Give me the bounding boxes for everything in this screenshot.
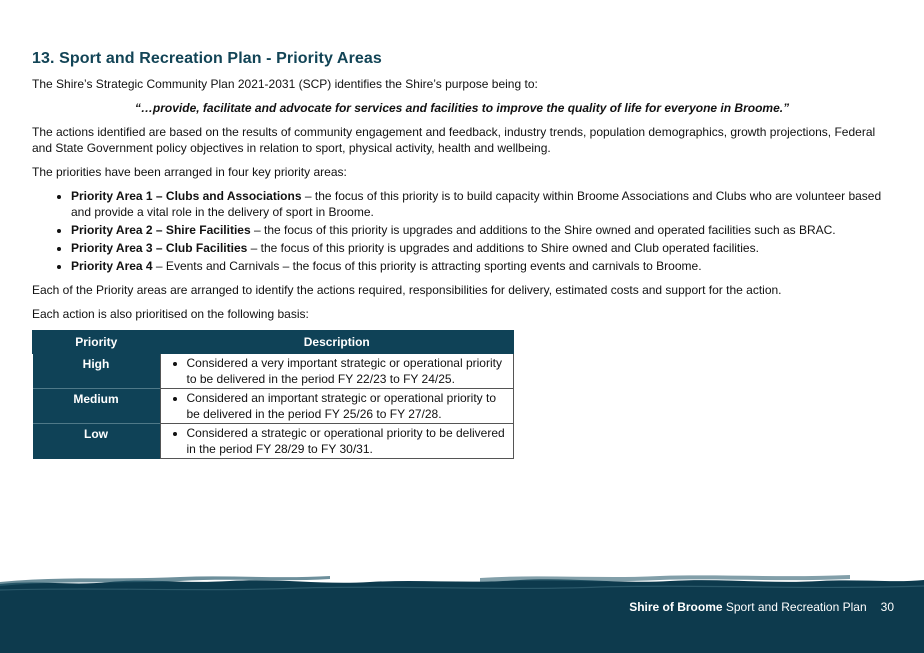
priority-area-item bbox=[71, 258, 892, 274]
priority-area-text: – the focus of this priority is to build capacity within Broome Associations and Clubs who are volunteer based and provide a vital role in the delivery of sport in Broome. bbox=[71, 189, 882, 219]
footer-doc-title: Sport and Recreation Plan bbox=[722, 600, 867, 614]
table-row bbox=[33, 424, 514, 459]
priority-area-title: Priority Area 3 – Club Facilities bbox=[71, 241, 248, 255]
priority-table bbox=[32, 330, 514, 459]
priority-area-item bbox=[71, 240, 892, 256]
document-page bbox=[32, 50, 892, 459]
priority-area-text: – the focus of this priority is upgrades and additions to Shire owned and Club operated facilities. bbox=[247, 241, 759, 255]
column-header-description: Description bbox=[160, 331, 514, 354]
section-heading: 13. Sport and Recreation Plan - Priority Areas bbox=[32, 50, 382, 67]
footer-caption bbox=[629, 600, 894, 614]
description-text: • Considered a strategic or operational priority to be delivered in the period FY 28/29 to FY 30/31. bbox=[187, 425, 508, 457]
priority-area-item bbox=[71, 188, 892, 220]
priority-area-title: Priority Area 2 – Shire Facilities bbox=[71, 223, 251, 237]
priority-area-text: – Events and Carnivals – the focus of this priority is attracting sporting events and carnivals to Broome. bbox=[152, 259, 702, 273]
each-area-paragraph: Each of the Priority areas are arranged to identify the actions required, responsibilities for delivery, estimated costs and support for the action. bbox=[32, 283, 782, 297]
priority-area-text: – the focus of this priority is upgrades and additions to the Shire owned and operated facilities such as BRAC. bbox=[250, 223, 836, 237]
priority-area-item bbox=[71, 222, 892, 238]
intro-paragraph: The Shire’s Strategic Community Plan 2021-2031 (SCP) identifies the Shire’s purpose being to: bbox=[32, 77, 538, 91]
description-text: • Considered an important strategic or operational priority to be delivered in the period FY 25/26 to FY 27/28. bbox=[187, 390, 508, 422]
table-header-row bbox=[33, 331, 514, 354]
description-cell bbox=[160, 354, 514, 389]
priority-area-title: Priority Area 1 – Clubs and Associations bbox=[71, 189, 302, 203]
description-cell bbox=[160, 424, 514, 459]
footer-brand: Shire of Broome bbox=[629, 600, 723, 614]
priority-cell: High bbox=[33, 354, 161, 389]
priority-area-title: Priority Area 4 bbox=[71, 259, 153, 273]
page-number: 30 bbox=[880, 600, 894, 614]
priority-cell: Low bbox=[33, 424, 161, 459]
priority-area-list bbox=[32, 188, 892, 274]
column-header-priority: Priority bbox=[33, 331, 161, 354]
table-row bbox=[33, 389, 514, 424]
actions-paragraph: The actions identified are based on the results of community engagement and feedback, industry trends, population demographics, growth projections, Federal and State Government policy objectives in relation to sport, physical activity, health and wellbeing. bbox=[32, 125, 876, 155]
table-row bbox=[33, 354, 514, 389]
purpose-quote: “…provide, facilitate and advocate for services and facilities to improve the quality of life for everyone in Broome.” bbox=[134, 101, 790, 115]
description-text: • Considered a very important strategic or operational priority to be delivered in the period FY 22/23 to FY 24/25. bbox=[187, 355, 508, 387]
arranged-paragraph: The priorities have been arranged in four key priority areas: bbox=[32, 165, 347, 179]
description-cell bbox=[160, 389, 514, 424]
priority-cell: Medium bbox=[33, 389, 161, 424]
each-action-paragraph: Each action is also prioritised on the following basis: bbox=[32, 307, 309, 321]
